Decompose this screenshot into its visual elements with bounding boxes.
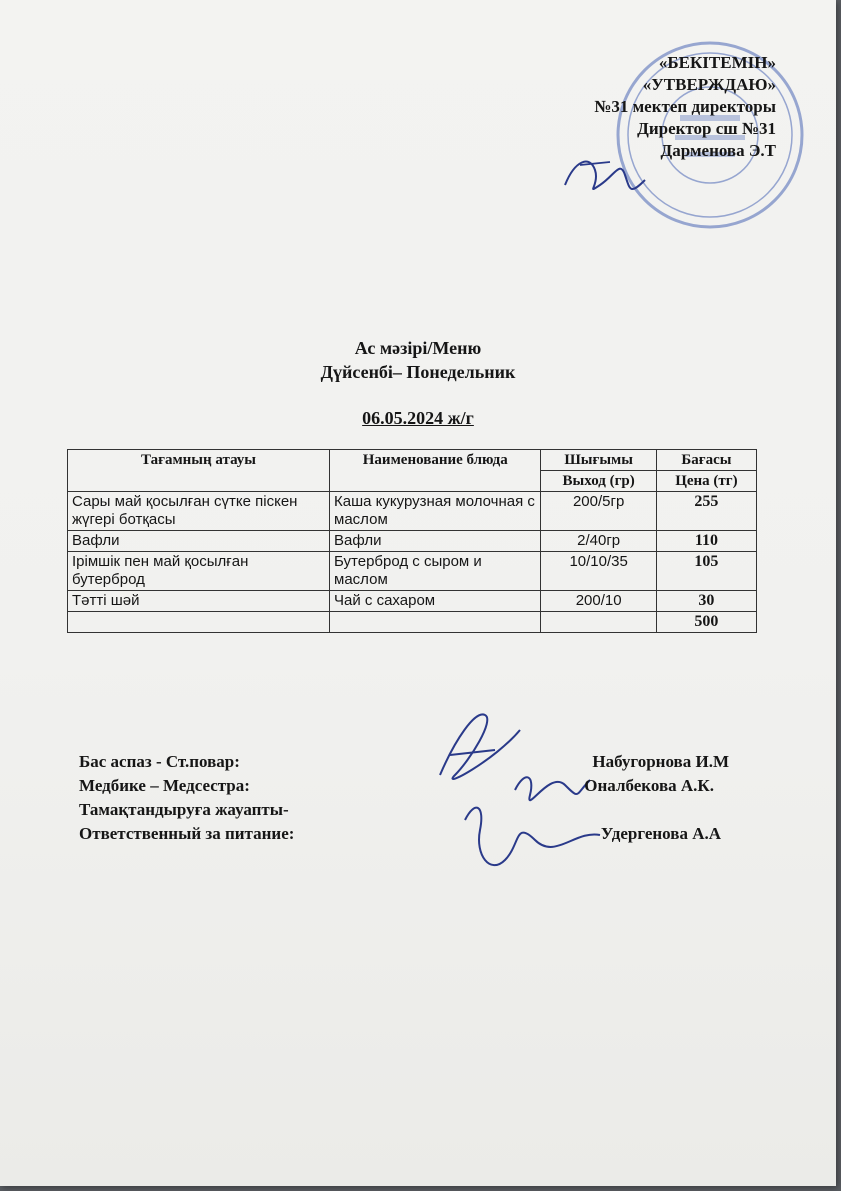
dish-yield: 200/10 [541,591,656,612]
menu-title: Ас мәзірі/Меню [354,338,482,358]
dish-kz: Тәтті шәй [68,591,330,612]
table-row [68,552,757,591]
dish-yield: 200/5гр [541,492,656,531]
dish-ru: Бутерброд с сыром и маслом [330,552,541,591]
header-yield-kz: Шығымы [541,450,656,471]
staff-name: Удергенова А.А [600,824,721,843]
table-row [68,591,757,612]
approval-block [476,52,776,162]
dish-kz: Ірімшік пен май қосылған бутерброд [68,552,330,591]
approval-line-ru: «УТВЕРЖДАЮ» [642,75,776,94]
dish-price: 255 [656,492,756,531]
staff-role: Ответственный за питание: [79,824,295,843]
staff-role: Медбике – Медсестра: [79,776,250,795]
director-title-ru: Директор сш №31 [637,119,776,138]
staff-block [79,750,729,846]
header-price-kz: Бағасы [656,450,756,471]
director-title-kz: №31 мектеп директоры [594,97,776,116]
header-price-ru: Цена (тг) [656,471,756,492]
table-total-row [68,612,757,633]
staff-name: Набугорнова И.М [592,752,729,771]
dish-price: 30 [656,591,756,612]
staff-row [79,750,729,774]
staff-name: Оналбекова А.К. [584,776,714,795]
table-header-row [68,450,757,471]
staff-role: Тамақтандыруға жауапты- [79,800,289,819]
header-kz-name: Тағамның атауы [68,450,330,492]
empty-cell [68,612,330,633]
staff-row [79,798,729,822]
menu-heading [0,336,836,384]
empty-cell [541,612,656,633]
menu-day: Дүйсенбі– Понедельник [320,362,516,382]
dish-kz: Сары май қосылған сүтке піскен жүгері ботқасы [68,492,330,531]
staff-row [79,774,729,798]
dish-kz: Вафли [68,531,330,552]
dish-yield: 2/40гр [541,531,656,552]
menu-table [67,449,757,633]
dish-yield: 10/10/35 [541,552,656,591]
dish-ru: Вафли [330,531,541,552]
table-row [68,492,757,531]
staff-role: Бас аспаз - Ст.повар: [79,752,240,771]
header-yield-ru: Выход (гр) [541,471,656,492]
menu-date: 06.05.2024 ж/г [362,408,474,428]
dish-price: 105 [656,552,756,591]
total-price: 500 [656,612,756,633]
dish-ru: Чай с сахаром [330,591,541,612]
staff-row [79,822,729,846]
approval-line-kz: «БЕКІТЕМІН» [658,53,776,72]
dish-ru: Каша кукурузная молочная с маслом [330,492,541,531]
header-ru-name: Наименование блюда [330,450,541,492]
empty-cell [330,612,541,633]
table-row [68,531,757,552]
dish-price: 110 [656,531,756,552]
director-name: Дарменова Э.Т [660,141,776,160]
